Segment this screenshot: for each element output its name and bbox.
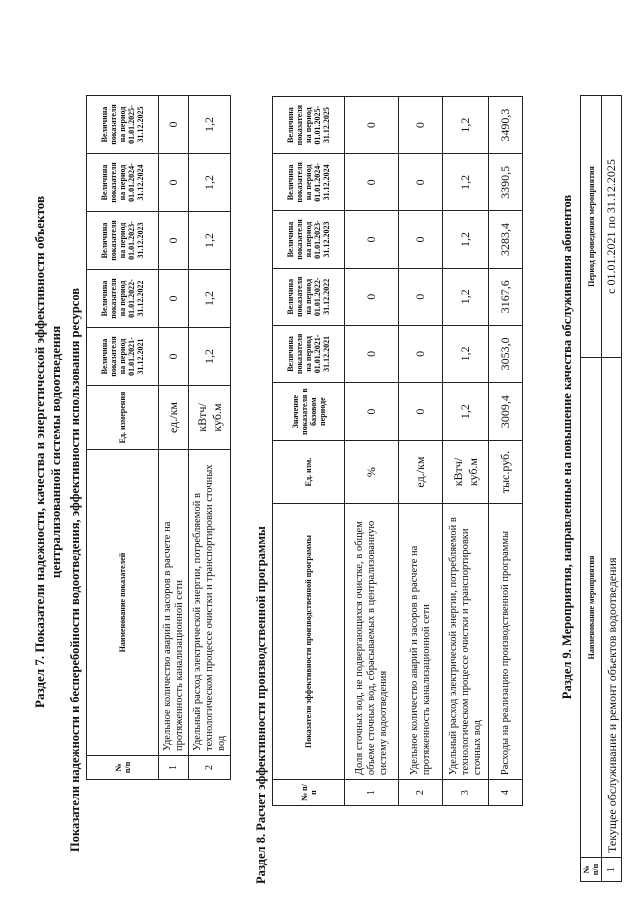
value-2022: 1,2 — [443, 268, 489, 325]
table-row — [443, 97, 489, 806]
section7-title-line2: централизованной системы водоотведения — [48, 325, 63, 579]
header-base-period: Значение показателя в базовом периоде — [273, 383, 345, 441]
table-row — [345, 97, 399, 806]
section7-table — [86, 95, 231, 780]
table-row — [189, 96, 231, 780]
header-name: Наименование мероприятия — [581, 358, 602, 858]
value-2025: 0 — [399, 97, 443, 154]
section9-table — [580, 95, 622, 882]
row-name: Доля сточных вод, не подвергающихся очистке, в общем объеме сточных вод, сбрасываемых в централизованную систему водоотведения — [345, 503, 399, 779]
header-period: Период проведения мероприятия — [581, 96, 602, 358]
header-name: Показатели эффективности производственной программы — [273, 503, 345, 779]
value-2021: 1,2 — [443, 325, 489, 382]
value-base: 0 — [399, 383, 443, 441]
header-period-2024: Величина показателя на период 01.01.2024-31.12.2024 — [87, 154, 159, 212]
value-2024: 0 — [345, 154, 399, 211]
header-num: № п/п — [87, 756, 159, 780]
row-num: 1 — [159, 756, 189, 780]
value-2022: 0 — [399, 268, 443, 325]
row-name: Удельное количество аварий и засоров в расчете на протяженность канализационной сети — [399, 503, 443, 779]
header-num: № п/п — [273, 780, 345, 806]
row-unit: тыс.руб. — [489, 441, 523, 504]
row-num: 2 — [399, 780, 443, 806]
table-row — [399, 97, 443, 806]
value-2023: 0 — [399, 211, 443, 268]
row-unit: ед./км — [159, 386, 189, 450]
header-period-2024: Величина показателя на период 01.01.2024-31.12.2024 — [273, 154, 345, 211]
header-unit: Ед. изм. — [273, 441, 345, 504]
value-2023: 1,2 — [189, 212, 231, 270]
header-period-2021: Величина показателя на период 01.01.2021-31.12.2021 — [87, 328, 159, 386]
table-row — [602, 96, 622, 882]
value-base: 0 — [345, 383, 399, 441]
value-2025: 3490,3 — [489, 97, 523, 154]
section8-table — [272, 96, 523, 806]
value-2021: 0 — [345, 325, 399, 382]
value-2024: 1,2 — [443, 154, 489, 211]
value-2023: 1,2 — [443, 211, 489, 268]
rotated-document-page — [20, 12, 620, 892]
section8-title: Раздел 8. Расчет эффективности производственной программы — [254, 526, 268, 884]
value-2022: 1,2 — [189, 270, 231, 328]
section7-subtitle: Показатели надежности и бесперебойности водоотведения, эффективности использования ресурсов — [68, 287, 82, 852]
row-unit: % — [345, 441, 399, 504]
value-2023: 0 — [345, 211, 399, 268]
row-name: Удельный расход электрической энергии, потребляемой в технологическом процессе очистки и транспортировки сточных вод — [189, 450, 231, 756]
value-2023: 3283,4 — [489, 211, 523, 268]
header-period-2025: Величина показателя на период 01.01.2025-31.12.2025 — [87, 96, 159, 154]
value-base: 3009,4 — [489, 383, 523, 441]
value-2024: 0 — [159, 154, 189, 212]
header-period-2022: Величина показателя на период 01.01.2022-31.12.2022 — [87, 270, 159, 328]
row-num: 4 — [489, 780, 523, 806]
header-period-2023: Величина показателя на период 01.01.2023-31.12.2023 — [273, 211, 345, 268]
value-2024: 1,2 — [189, 154, 231, 212]
value-2025: 1,2 — [189, 96, 231, 154]
table-row — [159, 96, 189, 780]
row-unit: кВтч/куб.м — [189, 386, 231, 450]
value-2021: 0 — [159, 328, 189, 386]
value-2021: 0 — [399, 325, 443, 382]
table-row — [489, 97, 523, 806]
section9-title: Раздел 9. Мероприятия, направленные на повышение качества обслуживания абонентов — [560, 194, 574, 700]
header-name: Наименование показателей — [87, 450, 159, 756]
header-period-2025: Величина показателя на период 01.01.2025-31.12.2025 — [273, 97, 345, 154]
row-name: Удельный расход электрической энергии, потребляемой в технологическом процессе очистки и транспортировки сточных вод — [443, 503, 489, 779]
row-period: с 01.01.2021 по 31.12.2025 — [602, 96, 622, 358]
header-unit: Ед. измерения — [87, 386, 159, 450]
value-base: 1,2 — [443, 383, 489, 441]
section7-title — [32, 112, 64, 792]
section7-header-row — [87, 96, 159, 780]
row-unit: ед./км — [399, 441, 443, 504]
row-num: 3 — [443, 780, 489, 806]
header-period-2021: Величина показателя на период 01.01.2021-31.12.2021 — [273, 325, 345, 382]
row-num: 1 — [345, 780, 399, 806]
header-period-2023: Величина показателя на период 01.01.2023-31.12.2023 — [87, 212, 159, 270]
value-2024: 0 — [399, 154, 443, 211]
row-unit: кВтч/куб.м — [443, 441, 489, 504]
value-2025: 1,2 — [443, 97, 489, 154]
row-name: Удельное количество аварий и засоров в расчете на протяженность канализационной сети — [159, 450, 189, 756]
value-2022: 0 — [159, 270, 189, 328]
section8-header-row — [273, 97, 345, 806]
value-2021: 3053,0 — [489, 325, 523, 382]
value-2022: 3167,6 — [489, 268, 523, 325]
value-2022: 0 — [345, 268, 399, 325]
value-2025: 0 — [345, 97, 399, 154]
value-2024: 3390,5 — [489, 154, 523, 211]
value-2023: 0 — [159, 212, 189, 270]
row-name: Текущее обслуживание и ремонт объектов водоотведения — [602, 358, 622, 858]
header-num: № п/п — [581, 858, 602, 882]
row-num: 1 — [602, 858, 622, 882]
header-period-2022: Величина показателя на период 01.01.2022-31.12.2022 — [273, 268, 345, 325]
value-2025: 0 — [159, 96, 189, 154]
section7-title-line1: Раздел 7. Показатели надежности, качества и энергетической эффективности объектов — [32, 196, 47, 708]
row-name: Расходы на реализацию производственной программы — [489, 503, 523, 779]
row-num: 2 — [189, 756, 231, 780]
value-2021: 1,2 — [189, 328, 231, 386]
section9-header-row — [581, 96, 602, 882]
